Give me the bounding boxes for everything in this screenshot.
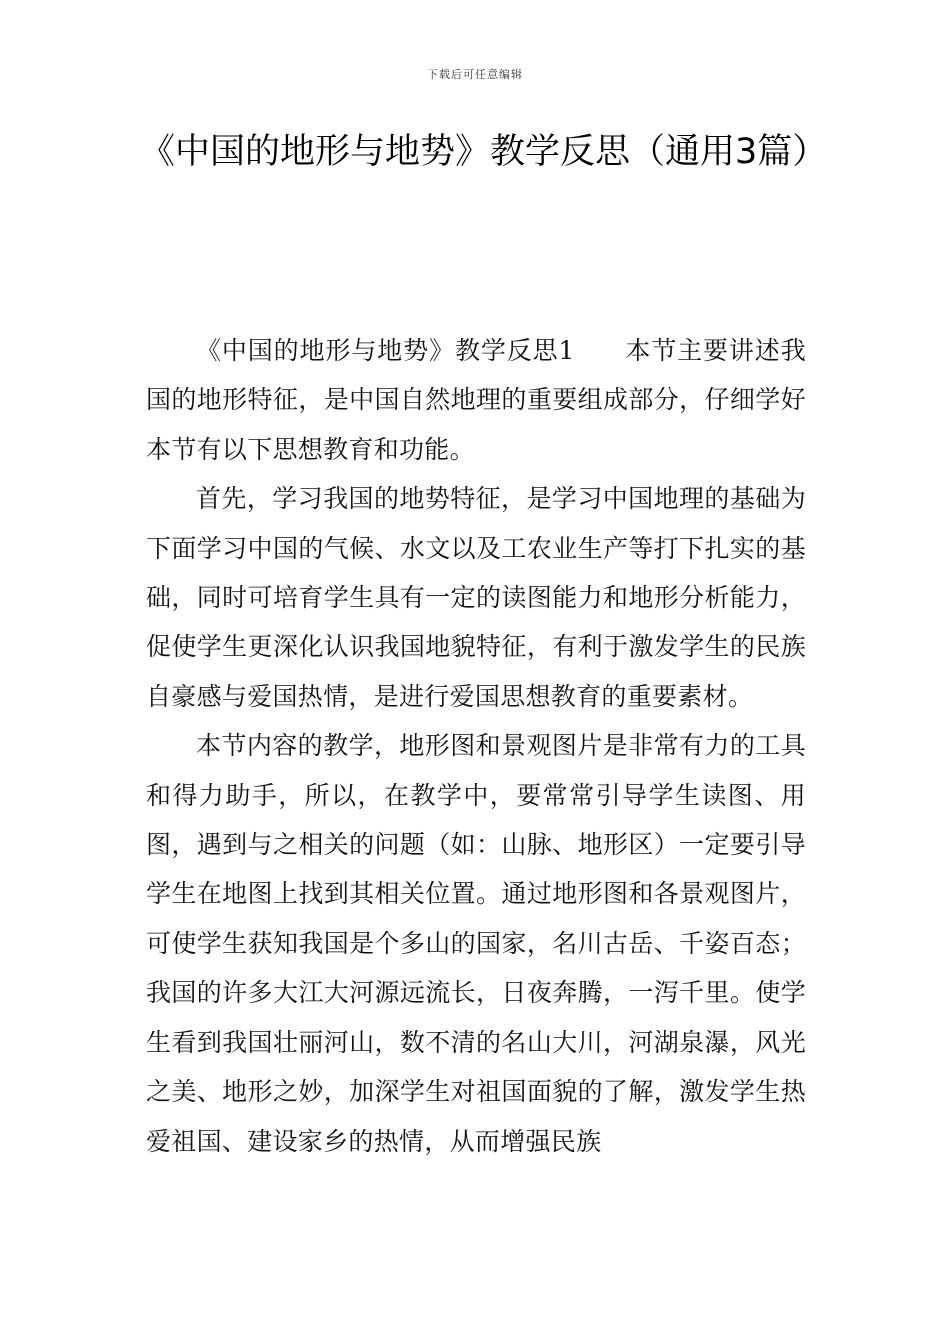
paragraph-1-text: 本节主要讲述我国的地形特征，是中国自然地理的重要组成部分，仔细学好本节有以下思想教育和功能。 [146, 336, 806, 464]
page-header-note: 下载后可任意编辑 [427, 68, 523, 81]
paragraph-2: 首先，学习我国的地势特征，是学习中国地理的基础为下面学习中国的气候、水文以及工农业生产等打下扎实的基础，同时可培育学生具有一定的读图能力和地形分析能力，促使学生更深化认识我国地貌特征，有利于激发学生的民族自豪感与爱国热情，是进行爱国思想教育的重要素材。 [146, 484, 806, 711]
document-title: 《中国的地形与地势》教学反思（通用3篇） [140, 132, 828, 172]
document-body [146, 326, 806, 1166]
intro-paragraph [146, 326, 806, 474]
paragraph-3: 本节内容的教学，地形图和景观图片是非常有力的工具和得力助手，所以，在教学中，要常常引导学生读图、用图，遇到与之相关的问题（如：山脉、地形区）一定要引导学生在地图上找到其相关位置。通过地形图和各景观图片，可使学生获知我国是个多山的国家，名川古岳、千姿百态；我国的许多大江大河源远流长，日夜奔腾，一泻千里。使学生看到我国壮丽河山，数不清的名山大川，河湖泉瀑，风光之美、地形之妙，加深学生对祖国面貌的了解，激发学生热爱祖国、建设家乡的热情，从而增强民族 [146, 731, 806, 1156]
section-heading: 《中国的地形与地势》教学反思1 [196, 336, 575, 365]
